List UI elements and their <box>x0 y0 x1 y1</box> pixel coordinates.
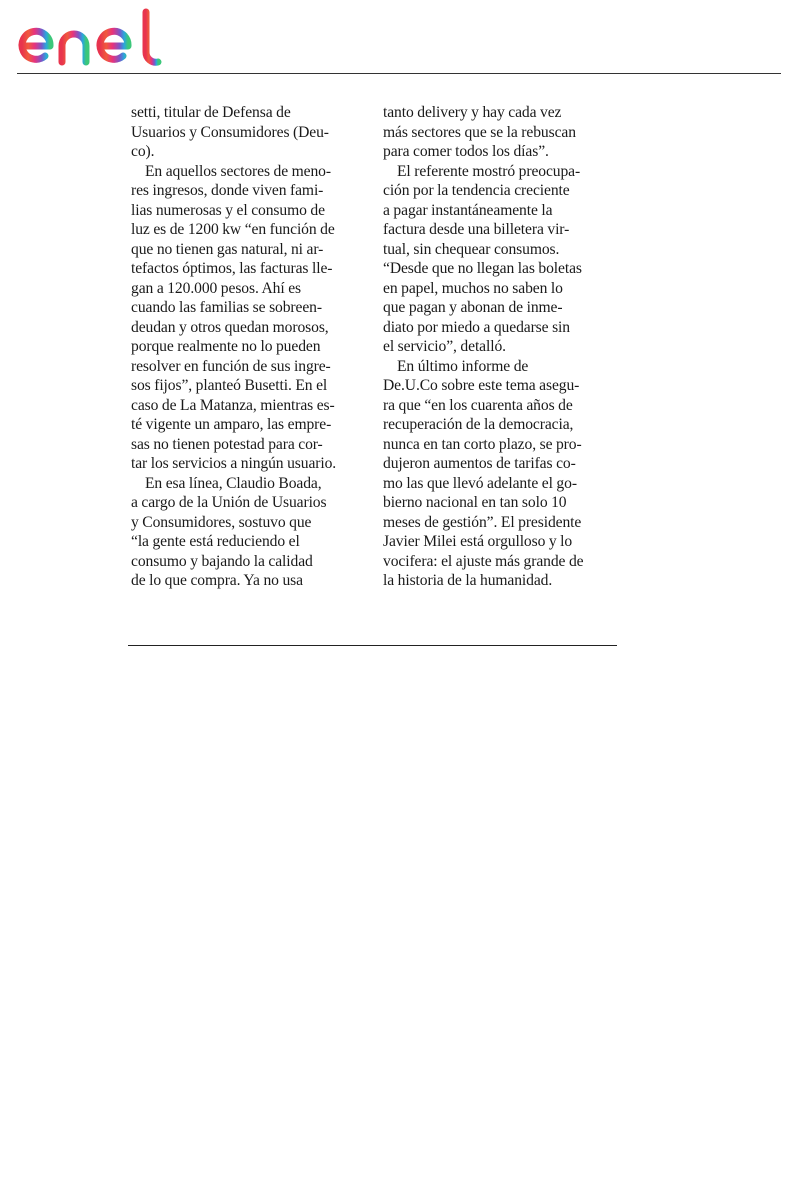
text-line: vocifera: el ajuste más grande de <box>383 552 584 570</box>
article-column-right <box>383 103 615 591</box>
text-line: sas no tienen potestad para cor- <box>131 435 323 453</box>
article-body <box>131 103 621 603</box>
text-line: dujeron aumentos de tarifas co- <box>383 455 576 472</box>
text-line: Usuarios y Consumidores (Deu- <box>131 123 329 141</box>
enel-logo <box>16 6 176 70</box>
text-line: bierno nacional en tan solo 10 <box>383 494 567 511</box>
article-column-left <box>131 103 363 591</box>
text-line: “Desde que no llegan las boletas <box>383 260 582 277</box>
text-line: resolver en función de sus ingre- <box>131 357 331 375</box>
text-line: té vigente un amparo, las empre- <box>131 416 332 433</box>
header-divider <box>17 73 781 74</box>
text-line: y Consumidores, sostuvo que <box>131 513 312 531</box>
text-line: tar los servicios a ningún usuario. <box>131 455 337 472</box>
text-line: co). <box>131 143 155 160</box>
text-line: en papel, muchos no saben lo <box>383 279 563 297</box>
text-line: ción por la tendencia creciente <box>383 182 570 199</box>
text-line: consumo y bajando la calidad <box>131 552 313 570</box>
text-line: deudan y otros quedan morosos, <box>131 318 329 336</box>
text-line: factura desde una billetera vir- <box>383 221 570 238</box>
text-line: meses de gestión”. El presidente <box>383 513 582 531</box>
text-line: cuando las familias se sobreen- <box>131 299 322 316</box>
text-line: “la gente está reduciendo el <box>131 533 300 550</box>
text-line: nunca en tan corto plazo, se pro- <box>383 435 582 453</box>
text-line: a cargo de la Unión de Usuarios <box>131 494 327 511</box>
text-line: la historia de la humanidad. <box>383 572 553 589</box>
text-line: mo las que llevó adelante el go- <box>383 474 577 492</box>
text-line: gan a 120.000 pesos. Ahí es <box>131 279 301 297</box>
text-line: recuperación de la democracia, <box>383 416 574 433</box>
text-line: En esa línea, Claudio Boada, <box>145 474 322 492</box>
text-line: res ingresos, donde viven fami- <box>131 182 324 199</box>
text-line: sos fijos”, planteó Busetti. En el <box>131 377 328 394</box>
text-line: ra que “en los cuarenta años de <box>383 396 573 414</box>
text-line: tefactos óptimos, las facturas lle- <box>131 260 333 277</box>
text-line: que no tienen gas natural, ni ar- <box>131 240 324 258</box>
text-line: En último informe de <box>397 357 529 375</box>
text-line: tual, sin chequear consumos. <box>383 240 560 258</box>
text-line: lias numerosas y el consumo de <box>131 201 325 219</box>
text-line: luz es de 1200 kw “en función de <box>131 221 335 238</box>
text-line: que pagan y abonan de inme- <box>383 299 563 316</box>
text-line: diato por miedo a quedarse sin <box>383 318 570 336</box>
text-line: De.U.Co sobre este tema asegu- <box>383 377 580 394</box>
text-line: tanto delivery y hay cada vez <box>383 104 562 121</box>
text-line: a pagar instantáneamente la <box>383 201 553 219</box>
text-line: para comer todos los días”. <box>383 143 549 160</box>
text-line: setti, titular de Defensa de <box>131 104 291 121</box>
text-line: porque realmente no lo pueden <box>131 338 321 355</box>
text-line: más sectores que se la rebuscan <box>383 123 576 141</box>
text-line: caso de La Matanza, mientras es- <box>131 396 335 414</box>
text-line: el servicio”, detalló. <box>383 338 506 355</box>
text-line: El referente mostró preocupa- <box>397 162 581 180</box>
text-line: En aquellos sectores de meno- <box>145 162 331 180</box>
article-bottom-divider <box>128 645 617 646</box>
text-line: Javier Milei está orgulloso y lo <box>383 533 573 550</box>
text-line: de lo que compra. Ya no usa <box>131 572 303 589</box>
